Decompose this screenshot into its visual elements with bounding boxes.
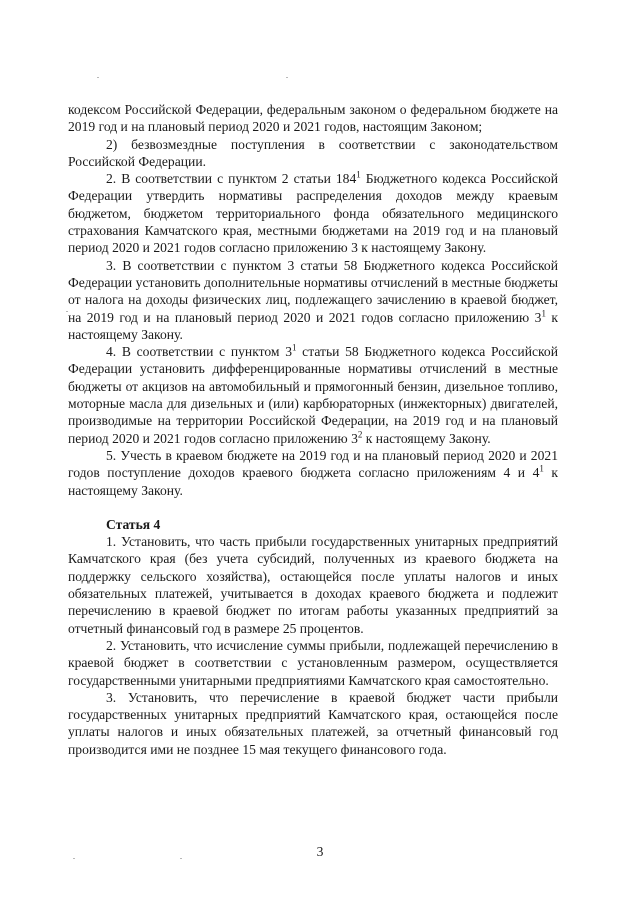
paragraph-item-2: 2) безвозмездные поступления в соответствии с законодательством Российской Федерации. xyxy=(68,136,558,169)
page-number: 3 xyxy=(316,844,324,859)
article-heading: Статья 4 xyxy=(106,516,161,532)
paragraph-clause-3: 3. В соответствии с пунктом 3 статьи 58 Бюджетного кодекса Российской Федерации установить дополнительные нормативы отчислений в местные бюджеты от налога на доходы физических лиц, подлежащего зачислению в краевой бюджет, на 2019 год и на плановый период 2020 и 2021 годов согласно приложению $3^1$ к настоящему Закону. xyxy=(68,257,558,342)
scan-speck xyxy=(286,77,288,78)
document-body xyxy=(68,101,558,758)
paragraph-clause-5: 5. Учесть в краевом бюджете на 2019 год и на плановый период 2020 и 2021 годов поступление доходов краевого бюджета согласно приложениям 4 и $4^1$ к настоящему Закону. xyxy=(68,447,558,498)
paragraph-spacer xyxy=(68,499,558,516)
scan-speck xyxy=(97,77,99,78)
paragraph-clause-2: 2. В соответствии с пунктом 2 статьи $184^1$ Бюджетного кодекса Российской Федерации утвердить нормативы распределения доходов между краевым бюджетом, бюджетом территориального фонда обязательного медицинского страхования Камчатского края, местными бюджетами на 2019 год и на плановый период 2020 и 2021 годов согласно приложению 3 к настоящему Закону. xyxy=(68,169,559,256)
article-paragraph: 3. Установить, что перечисление в краевой бюджет части прибыли государственных унитарных предприятий Камчатского края, остающейся после уплаты налогов и иных обязательных платежей, за отчетный финансовый год производится ими не позднее 15 мая текущего финансового года. xyxy=(68,689,558,757)
paragraph-continuation: кодексом Российской Федерации, федеральным законом о федеральном бюджете на 2019 год и на плановый период 2020 и 2021 годов, настоящим Законом; xyxy=(68,102,558,135)
article-paragraph: 2. Установить, что исчисление суммы прибыли, подлежащей перечислению в краевой бюджет в соответствии с установленным размером, осуществляется государственными унитарными предприятиями Камчатского края самостоятельно. xyxy=(68,637,558,688)
article-paragraph: 1. Установить, что часть прибыли государственных унитарных предприятий Камчатского края (без учета субсидий, полученных из краевого бюджета на поддержку сельского хозяйства), остающейся после уплаты налогов и иных обязательных платежей, учитывается в доходах краевого бюджета и подлежит перечислению в краевой бюджет по итогам работы указанных предприятий за отчетный финансовый год в размере 25 процентов. xyxy=(68,534,558,636)
paragraph-clause-4: 4. В соответствии с пунктом $3^1$ статьи 58 Бюджетного кодекса Российской Федерации установить дифференцированные нормативы отчислений в местные бюджеты от акцизов на автомобильный и прямогонный бензин, дизельное топливо, моторные масла для дизельных и (или) карбюраторных (инжекторных) двигателей, производимые на территории Российской Федерации, на 2019 год и на плановый период 2020 и 2021 годов согласно приложению $3^2$ к настоящему Закону. xyxy=(68,342,558,446)
